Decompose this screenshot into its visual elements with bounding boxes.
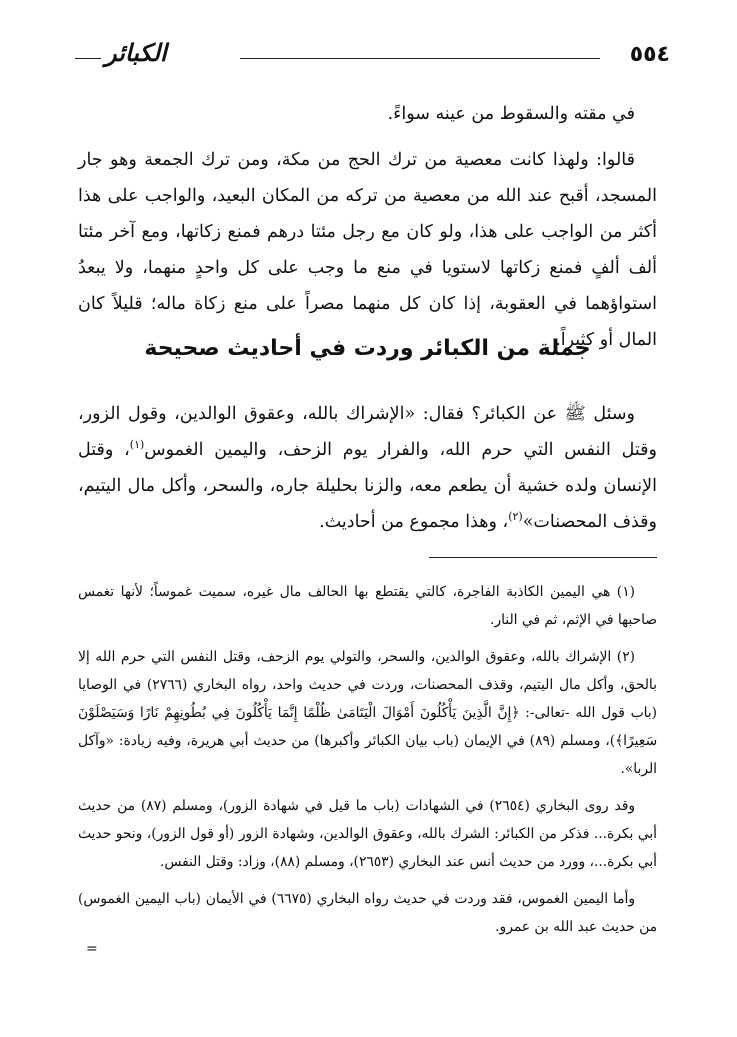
hadith-text-1: وسئل ﷺ عن الكبائر؟ فقال: «الإشراك بالله، وعقوق الوالدين، وقول الزور، وقتل النفس التي حرم الله، والفرار يوم الزحف، واليمين الغموس [78,404,657,460]
page-header [75,36,670,76]
footnotes [78,578,657,946]
hadith-text-2: ، وقتل الإنسان ولده خشية أن يطعم معه، والزنا بحليلة جاره، والسحر، وأكل مال اليتيم، وقذف المحصنات» [78,440,657,532]
footnote-2: (٢) الإشراك بالله، وعقوق الوالدين، والسحر، والتولي يوم الزحف، وقتل النفس التي حرم الله إلا بالحق، وأكل مال اليتيم، وقذف المحصنات، وردت في حديث واحد، رواه البخاري (٢٧٦٦) في الوصايا (باب قول الله -تعالى-: ﴿إِنَّ الَّذِينَ يَأْكُلُونَ أَمْوَالَ الْيَتَامَىٰ ظُلْمًا إِنَّمَا يَأْكُلُونَ فِي بُطُونِهِمْ نَارًا وَسَيَصْلَوْنَ سَعِيرًا﴾)، ومسلم (٨٩) في الإيمان (باب بيان الكبائر وأكبرها) من حديث أبي هريرة، وفيه زيادة: «وآكل الربا». [78,649,657,777]
hadith-paragraph [78,396,657,540]
paragraph-1: في مقته والسقوط من عينه سواءً. [387,104,635,124]
footnote-1: (١) هي اليمين الكاذبة الفاجرة، كالتي يقتطع بها الحالف مال غيره، سميت غموساً؛ لأنها تغمس صاحبها في الإثم، ثم في النار. [78,584,657,628]
hadith-text-3: ، وهذا مجموع من أحاديث. [319,512,509,532]
footnote-separator [429,557,657,558]
book-title: الكبائر [105,38,167,67]
continuation-mark: = [86,941,98,957]
paragraph-2: قالوا: ولهذا كانت معصية من ترك الحج من مكة، ومن ترك الجمعة وهو جار المسجد، أقبح عند الله من معصية من تركه من المكان البعيد، والواجب على هذا أكثر من الواجب على هذا، ولو كان مع رجل مئتا درهم فمنع زكاتها، ومع آخر مئتا ألف ألفٍ فمنع زكاتها لاستويا في منع ما وجب على كل واحدٍ منهما، ولا يبعدُ استواؤهما في العقوبة، إذا كان كل منهما مصراً على منع زكاة ماله؛ قليلاً كان المال أو كثيراً. [78,150,657,350]
page-number: ٥٥٤ [629,42,670,67]
footnote-2-continued: وقد روى البخاري (٢٦٥٤) في الشهادات (باب ما قيل في شهادة الزور)، ومسلم (٨٧) من حديث أبي بكرة... فذكر من الكبائر: الشرك بالله، وعقوق الوالدين، وشهادة الزور (أو قول الزور)، ونحو حديث أبي بكرة...، وورد من حديث أنس عند البخاري (٢٦٥٣)، ومسلم (٨٨)، وزاد: وقتل النفس. [78,798,657,870]
footnote-2-extra: وأما اليمين الغموس، فقد وردت في حديث رواه البخاري (٦٦٧٥) في الأيمان (باب اليمين الغموس) من حديث عبد الله بن عمرو. [78,891,657,935]
section-heading: جملة من الكبائر وردت في أحاديث صحيحة [144,336,591,361]
footnote-ref-1[interactable]: (١) [129,438,145,452]
body-text [78,96,657,358]
header-rule [240,58,600,59]
header-rule-short [75,58,101,59]
footnote-ref-2[interactable]: (٢) [508,510,523,524]
